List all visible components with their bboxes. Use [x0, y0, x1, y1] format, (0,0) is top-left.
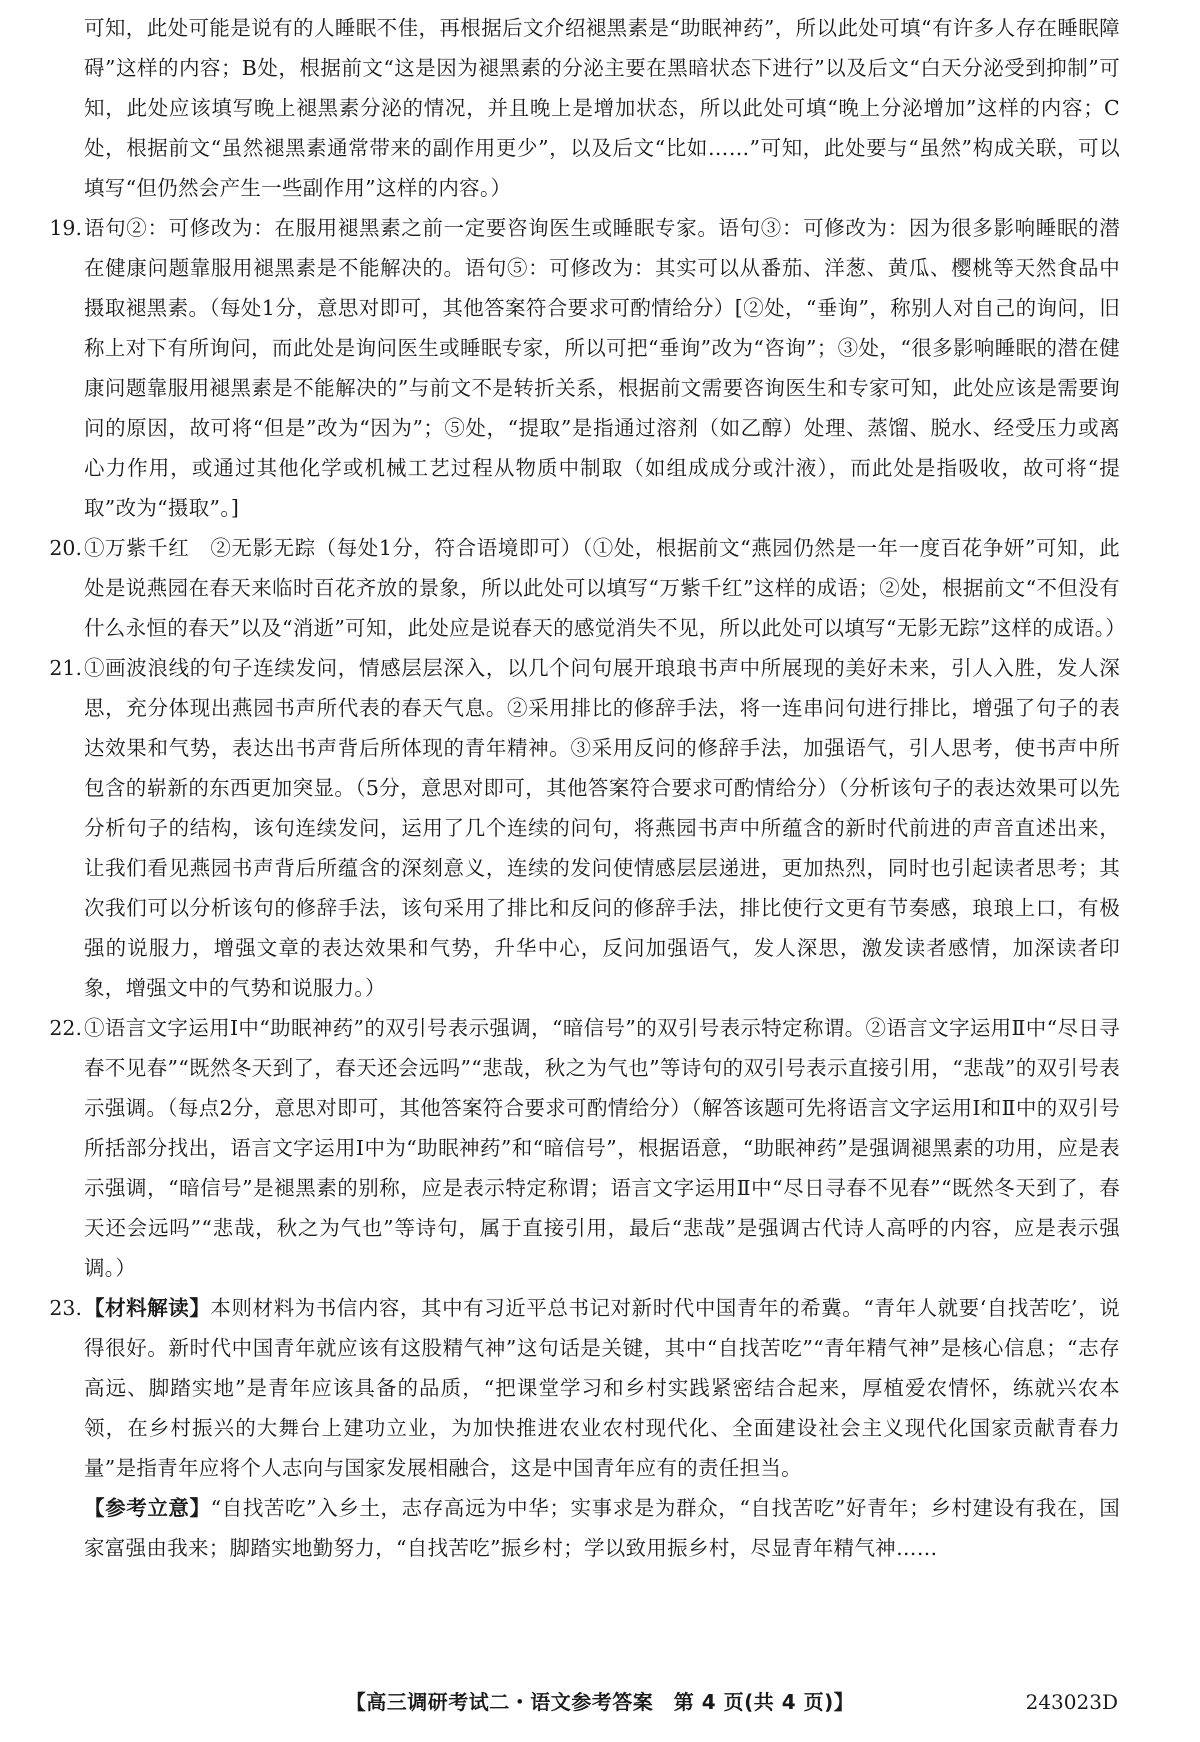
material-interpretation — [84, 1288, 1120, 1488]
question-number: 21. — [49, 656, 82, 680]
question-number: 19. — [49, 216, 82, 240]
answer-text: ①画波浪线的句子连续发问，情感层层深入，以几个问句展开琅琅书声中所展现的美好未来，引人入胜，发人深思，充分体现出燕园书声所代表的春天气息。②采用排比的修辞手法，将一连串问句进行排比，增强了句子的表达效果和气势，表达出书声背后所体现的青年精神。③采用反问的修辞手法，加强语气，引人思考，使书声中所包含的崭新的东西更加突显。（5分，意思对即可，其他答案符合要求可酌情给分）（分析该句子的表达效果可以先分析句子的结构，该句连续发问，运用了几个连续的问句，将燕园书声中所蕴含的新时代前进的声音直述出来，让我们看见燕园书声背后所蕴含的深刻意义，连续的发问使情感层层递进，更加热烈，同时也引起读者思考；其次我们可以分析该句的修辞手法，该句采用了排比和反问的修辞手法，排比使行文更有节奏感，琅琅上口，有极强的说服力，增强文章的表达效果和气势，升华中心，反问加强语气，发人深思，激发读者感情，加深读者印象，增强文中的气势和说服力。） — [84, 656, 1120, 1000]
answer-item-19 — [49, 208, 1120, 528]
answer-item-23 — [49, 1288, 1120, 1568]
material-interpretation-text: 本则材料为书信内容，其中有习近平总书记对新时代中国青年的希冀。“青年人就要‘自找苦吃’，说得很好。新时代中国青年就应该有这股精气神”这句话是关键，其中“自找苦吃”“青年精气神”是核心信息；“志存高远、脚踏实地”是青年应该具备的品质，“把课堂学习和乡村实践紧密结合起来，厚植爱农情怀，练就兴农本领，在乡村振兴的大舞台上建功立业，为加快推进农业农村现代化、全面建设社会主义现代化国家贡献青春力量”是指青年应将个人志向与国家发展相融合，这是中国青年应有的责任担当。 — [84, 1296, 1120, 1480]
reference-theme-text: “自找苦吃”入乡土，志存高远为中华；实事求是为群众，“自找苦吃”好青年；乡村建设有我在，国家富强由我来；脚踏实地勤努力，“自找苦吃”振乡村；学以致用振乡村，尽显青年精气神…… — [84, 1496, 1120, 1560]
answer-text: ①语言文字运用Ⅰ中“助眠神药”的双引号表示强调，“暗信号”的双引号表示特定称谓。②语言文字运用Ⅱ中“尽日寻春不见春”“既然冬天到了，春天还会远吗”“悲哉，秋之为气也”等诗句的双引号表示直接引用，“悲哉”的双引号表示强调。（每点2分，意思对即可，其他答案符合要求可酌情给分）（解答该题可先将语言文字运用Ⅰ和Ⅱ中的双引号所括部分找出，语言文字运用Ⅰ中为“助眠神药”和“暗信号”，根据语意，“助眠神药”是强调褪黑素的功用，应是表示强调，“暗信号”是褪黑素的别称，应是表示特定称谓；语言文字运用Ⅱ中“尽日寻春不见春”“既然冬天到了，春天还会远吗”“悲哉，秋之为气也”等诗句，属于直接引用，最后“悲哉”是强调古代诗人高呼的内容，应是表示强调。） — [84, 1016, 1120, 1280]
answer-item-20 — [49, 528, 1127, 648]
answer-item-22 — [49, 1008, 1120, 1288]
continuation-paragraph: 可知，此处可能是说有的人睡眠不佳，再根据后文介绍褪黑素是“助眠神药”，所以此处可填“有许多人存在睡眠障碍”这样的内容；B处，根据前文“这是因为褪黑素的分泌主要在黑暗状态下进行”以及后文“白天分泌受到抑制”可知，此处应该填写晚上褪黑素分泌的情况，并且晚上是增加状态，所以此处可填“晚上分泌增加”这样的内容；C处，根据前文“虽然褪黑素通常带来的副作用更少”，以及后文“比如……”可知，此处要与“虽然”构成关联，可以填写“但仍然会产生一些副作用”这样的内容。） — [84, 16, 1120, 200]
page-footer — [0, 1684, 1200, 1720]
answer-text: ①万紫千红 ②无影无踪（每处1分，符合语境即可）（①处，根据前文“燕园仍然是一年一度百花争妍”可知，此处是说燕园在春天来临时百花齐放的景象，所以此处可以填写“万紫千红”这样的成语；②处，根据前文“不但没有什么永恒的春天”以及“消逝”可知，此处应是说春天的感觉消失不见，所以此处可以填写“无影无踪”这样的成语。） — [84, 536, 1127, 640]
reference-theme-heading: 【参考立意】 — [84, 1496, 211, 1520]
document-code: 243023D — [1025, 1690, 1118, 1714]
question-number: 20. — [49, 536, 82, 560]
question-number: 22. — [49, 1016, 82, 1040]
answer-text: 语句②：可修改为：在服用褪黑素之前一定要咨询医生或睡眠专家。语句③：可修改为：因为很多影响睡眠的潜在健康问题靠服用褪黑素是不能解决的。语句⑤：可修改为：其实可以从番茄、洋葱、黄瓜、樱桃等天然食品中摄取褪黑素。（每处1分，意思对即可，其他答案符合要求可酌情给分）[②处，“垂询”，称别人对自己的询问，旧称上对下有所询问，而此处是询问医生或睡眠专家，所以可把“垂询”改为“咨询”；③处，“很多影响睡眠的潜在健康问题靠服用褪黑素是不能解决的”与前文不是转折关系，根据前文需要咨询医生和专家可知，此处应该是需要询问的原因，故可将“但是”改为“因为”；⑤处，“提取”是指通过溶剂（如乙醇）处理、蒸馏、脱水、经受压力或离心力作用，或通过其他化学或机械工艺过程从物质中制取（如组成成分或汁液），而此处是指吸收，故可将“提取”改为“摄取”。] — [84, 216, 1120, 520]
reference-theme — [84, 1488, 1120, 1568]
answer-item-21 — [49, 648, 1120, 1008]
answer-content — [49, 8, 1127, 1568]
material-interpretation-heading: 【材料解读】 — [84, 1296, 211, 1320]
footer-title: 【高三调研考试二・语文参考答案 第 4 页(共 4 页)】 — [345, 1690, 855, 1714]
question-number: 23. — [49, 1296, 82, 1320]
